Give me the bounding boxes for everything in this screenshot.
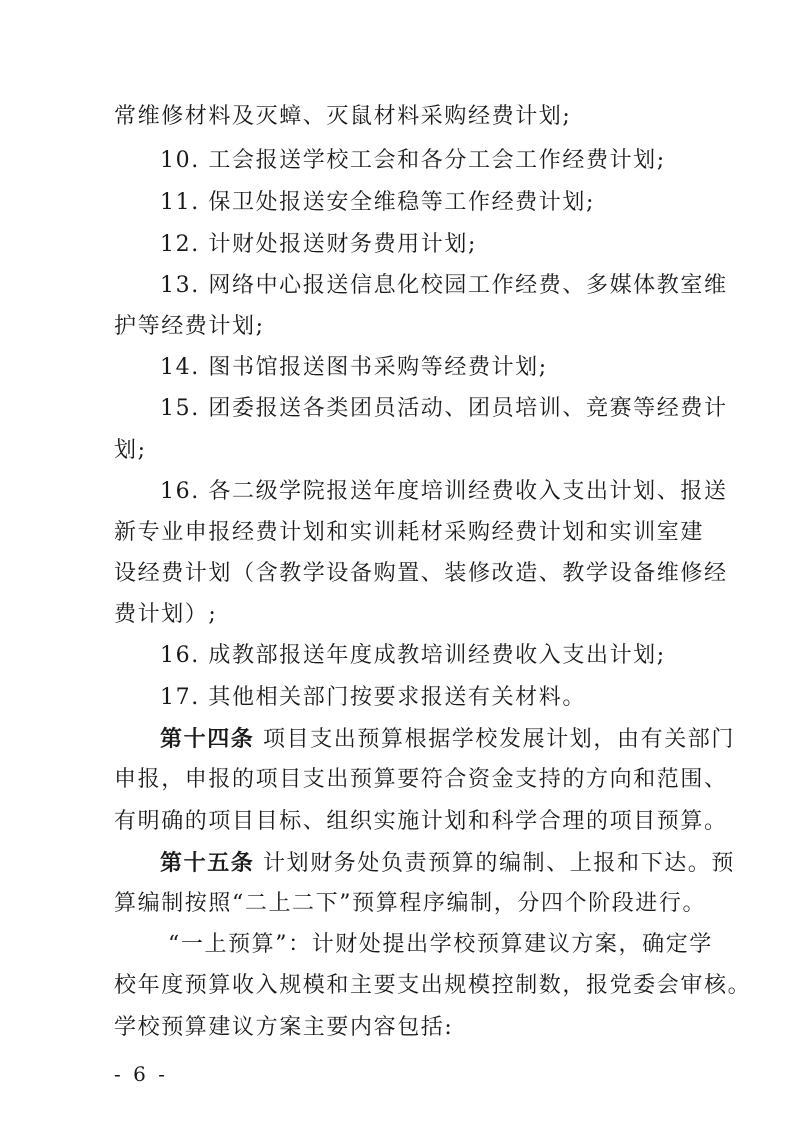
list-item-15: 15. 团委报送各类团员活动、团员培训、竞赛等经费计 (160, 396, 728, 421)
list-item-16-continued: 设经费计划（含教学设备购置、装修改造、教学设备维修经 (114, 561, 728, 586)
article-14-heading: 第十四条 (160, 726, 255, 752)
list-item-16-continued: 费计划）; (114, 602, 218, 627)
list-item-11: 11. 保卫处报送安全维稳等工作经费计划; (160, 190, 595, 215)
list-item-16b: 16. 成教部报送年度成教培训经费收入支出计划; (160, 643, 666, 668)
text-line: 常维修材料及灭蟑、灭鼠材料采购经费计划; (114, 104, 572, 129)
stage-one-line-1: “一上预算”：计财处提出学校预算建议方案，确定学 (168, 932, 713, 957)
article-15-line-2: 算编制按照“二上二下”预算程序编制，分四个阶段进行。 (114, 891, 707, 916)
page-number: - 6 - (114, 1062, 168, 1086)
list-item-10: 10. 工会报送学校工会和各分工会工作经费计划; (160, 148, 666, 173)
article-14-line-3: 有明确的项目目标、组织实施计划和科学合理的项目预算。 (114, 809, 728, 834)
stage-one-line-2: 校年度预算收入规模和主要支出规模控制数，报党委会审核。 (114, 973, 752, 998)
list-item-15-continued: 划; (114, 438, 147, 463)
article-15-line-1 (160, 849, 735, 878)
article-15-text: 计划财务处负责预算的编制、上报和下达。预 (254, 851, 736, 876)
list-item-14: 14. 图书馆报送图书采购等经费计划; (160, 355, 548, 380)
list-item-12: 12. 计财处报送财务费用计划; (160, 232, 477, 257)
article-14-line-2: 申报，申报的项目支出预算要符合资金支持的方向和范围、 (114, 767, 728, 792)
list-item-13: 13. 网络中心报送信息化校园工作经费、多媒体教室维 (160, 273, 728, 298)
list-item-16: 16. 各二级学院报送年度培训经费收入支出计划、报送 (160, 479, 728, 504)
article-14-line-1 (160, 725, 735, 754)
stage-one-line-3: 学校预算建议方案主要内容包括: (114, 1015, 454, 1040)
article-15-heading: 第十五条 (160, 850, 255, 876)
article-14-text: 项目支出预算根据学校发展计划，由有关部门 (254, 727, 736, 752)
list-item-17: 17. 其他相关部门按要求报送有关材料。 (160, 685, 586, 710)
list-item-13-continued: 护等经费计划; (114, 314, 265, 339)
list-item-16-continued: 新专业申报经费计划和实训耗材采购经费计划和实训室建 (114, 520, 705, 545)
